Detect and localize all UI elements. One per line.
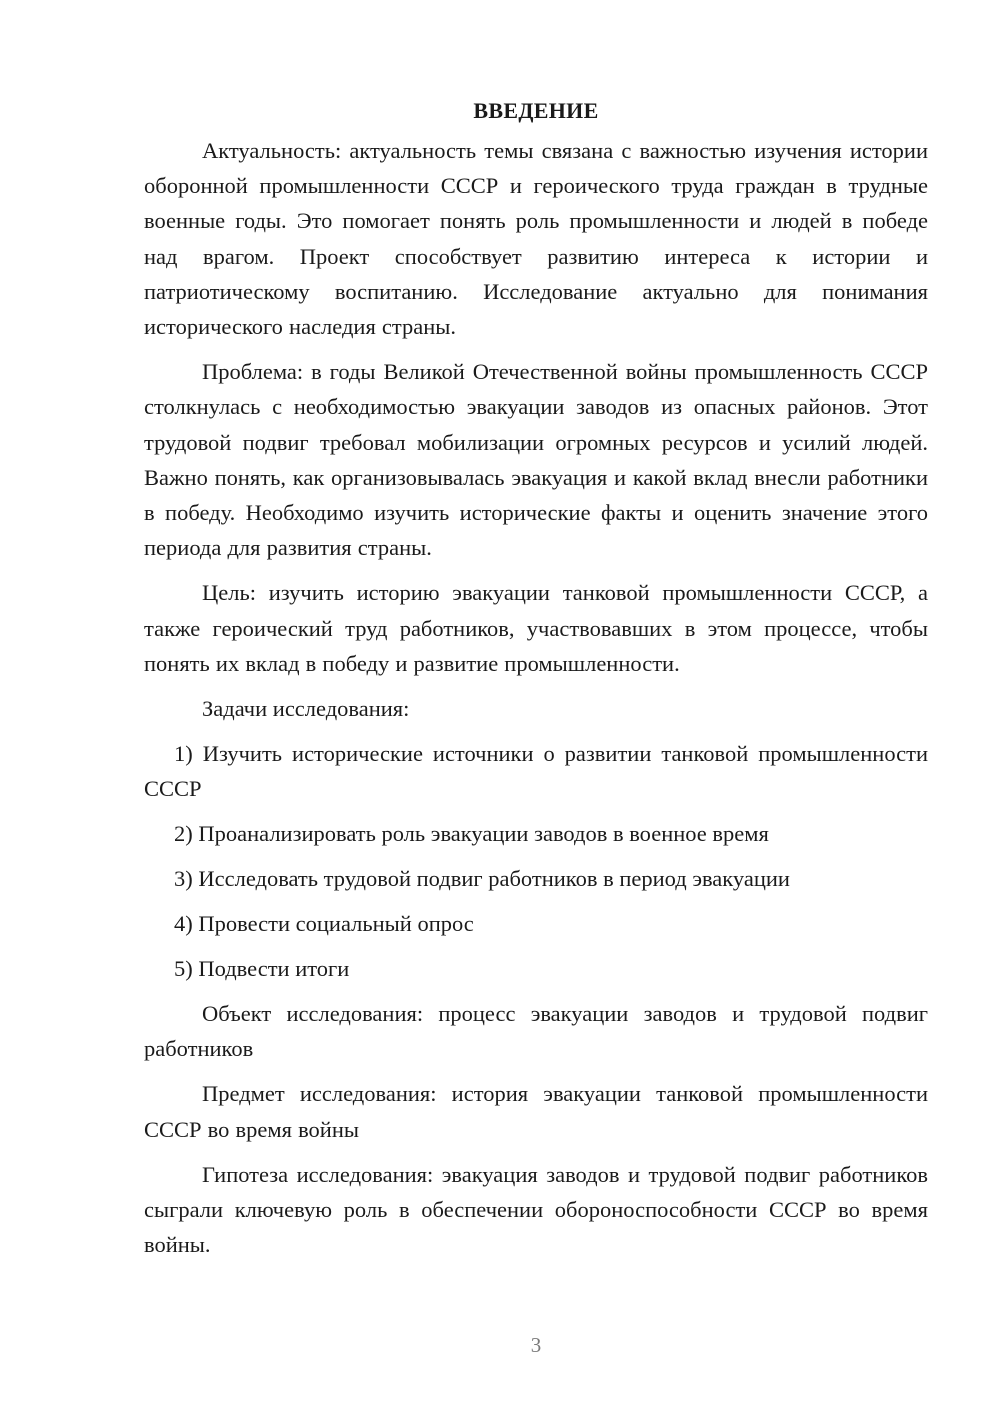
problem-paragraph: Проблема: в годы Великой Отечественной войны промышленность СССР столкнулась с необходимостью эвакуации заводов из опасных районов. Этот трудовой подвиг требовал мобилизации огромных ресурсов и усилий людей. Важно понять, как организовывалась эвакуация и какой вклад внесли работники в победу. Необходимо изучить исторические факты и оценить значение этого периода для развития страны. [144, 359, 928, 561]
object-paragraph: Объект исследования: процесс эвакуации заводов и трудовой подвиг работников [144, 1001, 928, 1062]
page-number: 3 [530, 1333, 542, 1357]
hypothesis-paragraph: Гипотеза исследования: эвакуация заводов и трудовой подвиг работников сыграли ключевую роль в обеспечении обороноспособности СССР во время войны. [144, 1161, 928, 1258]
goal-paragraph: Цель: изучить историю эвакуации танковой промышленности СССР, а также героический труд работников, участвовавших в этом процессе, чтобы понять их вклад в победу и развитие промышленности. [144, 580, 928, 676]
tasks-heading: Задачи исследования: [202, 696, 410, 722]
tasks-list [144, 736, 928, 986]
task-item-3: 3) Исследовать трудовой подвиг работников в период эвакуации [174, 866, 790, 892]
task-item-5: 5) Подвести итоги [174, 956, 350, 982]
document-page [144, 95, 928, 1272]
subject-paragraph: Предмет исследования: история эвакуации танковой промышленности СССР во время войны [144, 1081, 928, 1142]
task-item-4: 4) Провести социальный опрос [174, 911, 474, 937]
task-item-1: 1) Изучить исторические источники о развитии танковой промышленности СССР [144, 741, 928, 802]
section-title: ВВЕДЕНИЕ [473, 98, 599, 123]
relevance-paragraph: Актуальность: актуальность темы связана с важностью изучения истории оборонной промышленности СССР и героического труда граждан в трудные военные годы. Это помогает понять роль промышленности и людей в победе над врагом. Проект способствует развитию интереса к истории и патриотическому воспитанию. Исследование актуально для понимания исторического наследия страны. [144, 138, 928, 340]
task-item-2: 2) Проанализировать роль эвакуации заводов в военное время [174, 821, 769, 847]
